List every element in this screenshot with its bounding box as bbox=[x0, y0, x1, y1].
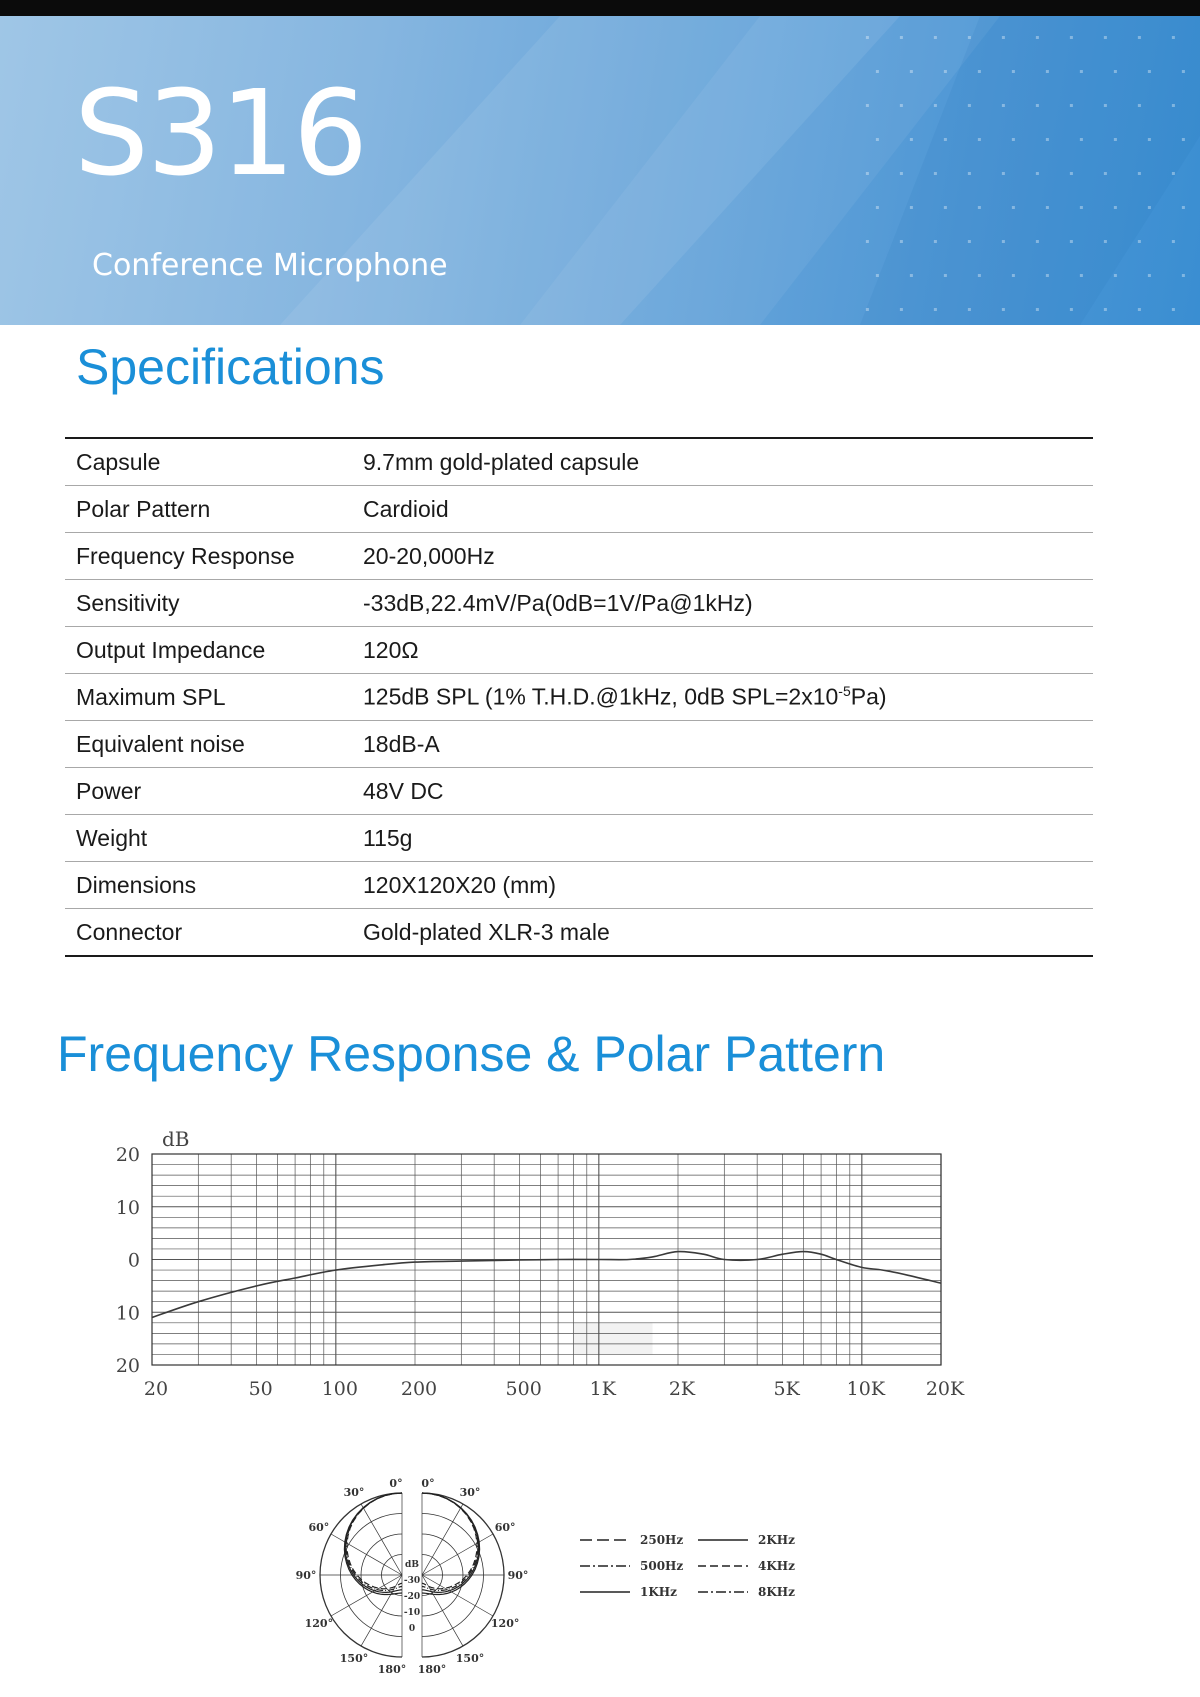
y-tick-label: 0 bbox=[127, 1249, 140, 1272]
spec-label: Output Impedance bbox=[65, 627, 352, 674]
spec-label: Frequency Response bbox=[65, 533, 352, 580]
legend-label: 2KHz bbox=[758, 1533, 795, 1547]
spec-label: Weight bbox=[65, 815, 352, 862]
spec-value: 9.7mm gold-plated capsule bbox=[352, 438, 1093, 486]
polar-angle-label: 150° bbox=[455, 1652, 485, 1666]
polar-ring-label: -20 bbox=[403, 1592, 421, 1602]
spec-value: Cardioid bbox=[352, 486, 1093, 533]
x-tick-label: 50 bbox=[248, 1378, 273, 1400]
spec-label: Capsule bbox=[65, 438, 352, 486]
legend-label: 8KHz bbox=[758, 1585, 795, 1599]
polar-angle-label: 90° bbox=[295, 1569, 317, 1582]
y-tick-label: 20 bbox=[115, 1144, 140, 1166]
spec-row bbox=[65, 768, 1093, 815]
spec-value: 120X120X20 (mm) bbox=[352, 862, 1093, 909]
y-tick-label: 10 bbox=[115, 1196, 140, 1219]
legend-label: 250Hz bbox=[640, 1533, 684, 1547]
polar-angle-label: 120° bbox=[490, 1617, 520, 1630]
polar-angle-label: 30° bbox=[343, 1485, 365, 1499]
legend-label: 1KHz bbox=[640, 1585, 677, 1599]
polar-angle-label: 150° bbox=[339, 1652, 369, 1666]
polar-angle-label: 180° bbox=[377, 1663, 407, 1676]
spec-value bbox=[352, 674, 1093, 721]
specifications-table bbox=[65, 437, 1093, 957]
x-tick-label: 5K bbox=[773, 1378, 800, 1400]
x-tick-label: 2K bbox=[668, 1378, 696, 1400]
x-tick-label: 100 bbox=[321, 1378, 358, 1400]
x-tick-label: 500 bbox=[505, 1378, 542, 1400]
frequency-response-line bbox=[152, 1252, 941, 1318]
polar-angle-label: 90° bbox=[507, 1569, 529, 1582]
spec-value: 115g bbox=[352, 815, 1093, 862]
x-tick-label: 20 bbox=[143, 1378, 169, 1400]
y-tick-label: 20 bbox=[115, 1355, 140, 1377]
x-tick-label: 20K bbox=[925, 1378, 965, 1400]
y-axis-label: dB bbox=[162, 1127, 190, 1151]
spec-value-exponent: -5 bbox=[838, 683, 851, 700]
x-tick-label: 10K bbox=[846, 1378, 886, 1400]
product-subtitle: Conference Microphone bbox=[92, 248, 448, 283]
spec-value-unit: Pa) bbox=[850, 683, 887, 710]
spec-row bbox=[65, 674, 1093, 721]
spec-row bbox=[65, 533, 1093, 580]
spec-row bbox=[65, 721, 1093, 768]
polar-angle-label: 60° bbox=[494, 1521, 516, 1534]
legend-label: 500Hz bbox=[640, 1559, 684, 1573]
polar-half bbox=[422, 1493, 504, 1657]
polar-ring-label: -30 bbox=[403, 1576, 421, 1586]
spec-label: Sensitivity bbox=[65, 580, 352, 627]
polar-angle-label: 180° bbox=[417, 1663, 447, 1676]
spec-value: Gold-plated XLR-3 male bbox=[363, 918, 610, 945]
header-banner bbox=[0, 16, 1200, 325]
spec-row bbox=[65, 909, 1093, 957]
spec-label: Equivalent noise bbox=[65, 721, 352, 768]
polar-pattern-diagram bbox=[290, 1465, 550, 1685]
spec-label: Power bbox=[65, 768, 352, 815]
polar-legend bbox=[575, 1530, 815, 1610]
spec-label: Polar Pattern bbox=[65, 486, 352, 533]
polar-angle-label: 0° bbox=[389, 1477, 403, 1490]
frequency-response-chart bbox=[100, 1115, 965, 1415]
polar-ring-label: 0 bbox=[408, 1624, 416, 1634]
spec-value-main: 125dB SPL (1% T.H.D.@1kHz, 0dB SPL=2x10 bbox=[363, 683, 839, 710]
polar-angle-label: 30° bbox=[459, 1485, 481, 1499]
polar-ring-label: -10 bbox=[403, 1608, 421, 1618]
polar-angle-label: 120° bbox=[304, 1617, 334, 1630]
spec-row bbox=[65, 627, 1093, 674]
legend-label: 4KHz bbox=[758, 1559, 795, 1573]
model-name: S316 bbox=[74, 64, 367, 202]
spec-row bbox=[65, 862, 1093, 909]
spec-value: -33dB,22.4mV/Pa(0dB=1V/Pa@1kHz) bbox=[352, 580, 1093, 627]
spec-row bbox=[65, 438, 1093, 486]
spec-value: 18dB-A bbox=[352, 721, 1093, 768]
spec-label: Dimensions bbox=[65, 862, 352, 909]
spec-row bbox=[65, 486, 1093, 533]
y-tick-label: 10 bbox=[115, 1302, 140, 1325]
polar-angle-label: 60° bbox=[308, 1521, 330, 1534]
x-tick-label: 1K bbox=[589, 1378, 616, 1400]
spec-row bbox=[65, 580, 1093, 627]
spec-value: 48V DC bbox=[352, 768, 1093, 815]
polar-angle-label: 0° bbox=[421, 1477, 435, 1490]
spec-label: Maximum SPL bbox=[65, 674, 352, 721]
frequency-response-heading: Frequency Response & Polar Pattern bbox=[57, 1026, 886, 1082]
polar-ring-label: dB bbox=[405, 1560, 419, 1570]
top-bar bbox=[0, 0, 1200, 16]
spec-label: Connector bbox=[76, 918, 183, 945]
specifications-heading: Specifications bbox=[76, 339, 385, 395]
spec-row bbox=[65, 815, 1093, 862]
polar-half bbox=[320, 1493, 402, 1657]
polar-grid bbox=[296, 1477, 529, 1676]
x-tick-label: 200 bbox=[400, 1378, 438, 1400]
spec-value: 120Ω bbox=[352, 627, 1093, 674]
spec-value: 20-20,000Hz bbox=[352, 533, 1093, 580]
